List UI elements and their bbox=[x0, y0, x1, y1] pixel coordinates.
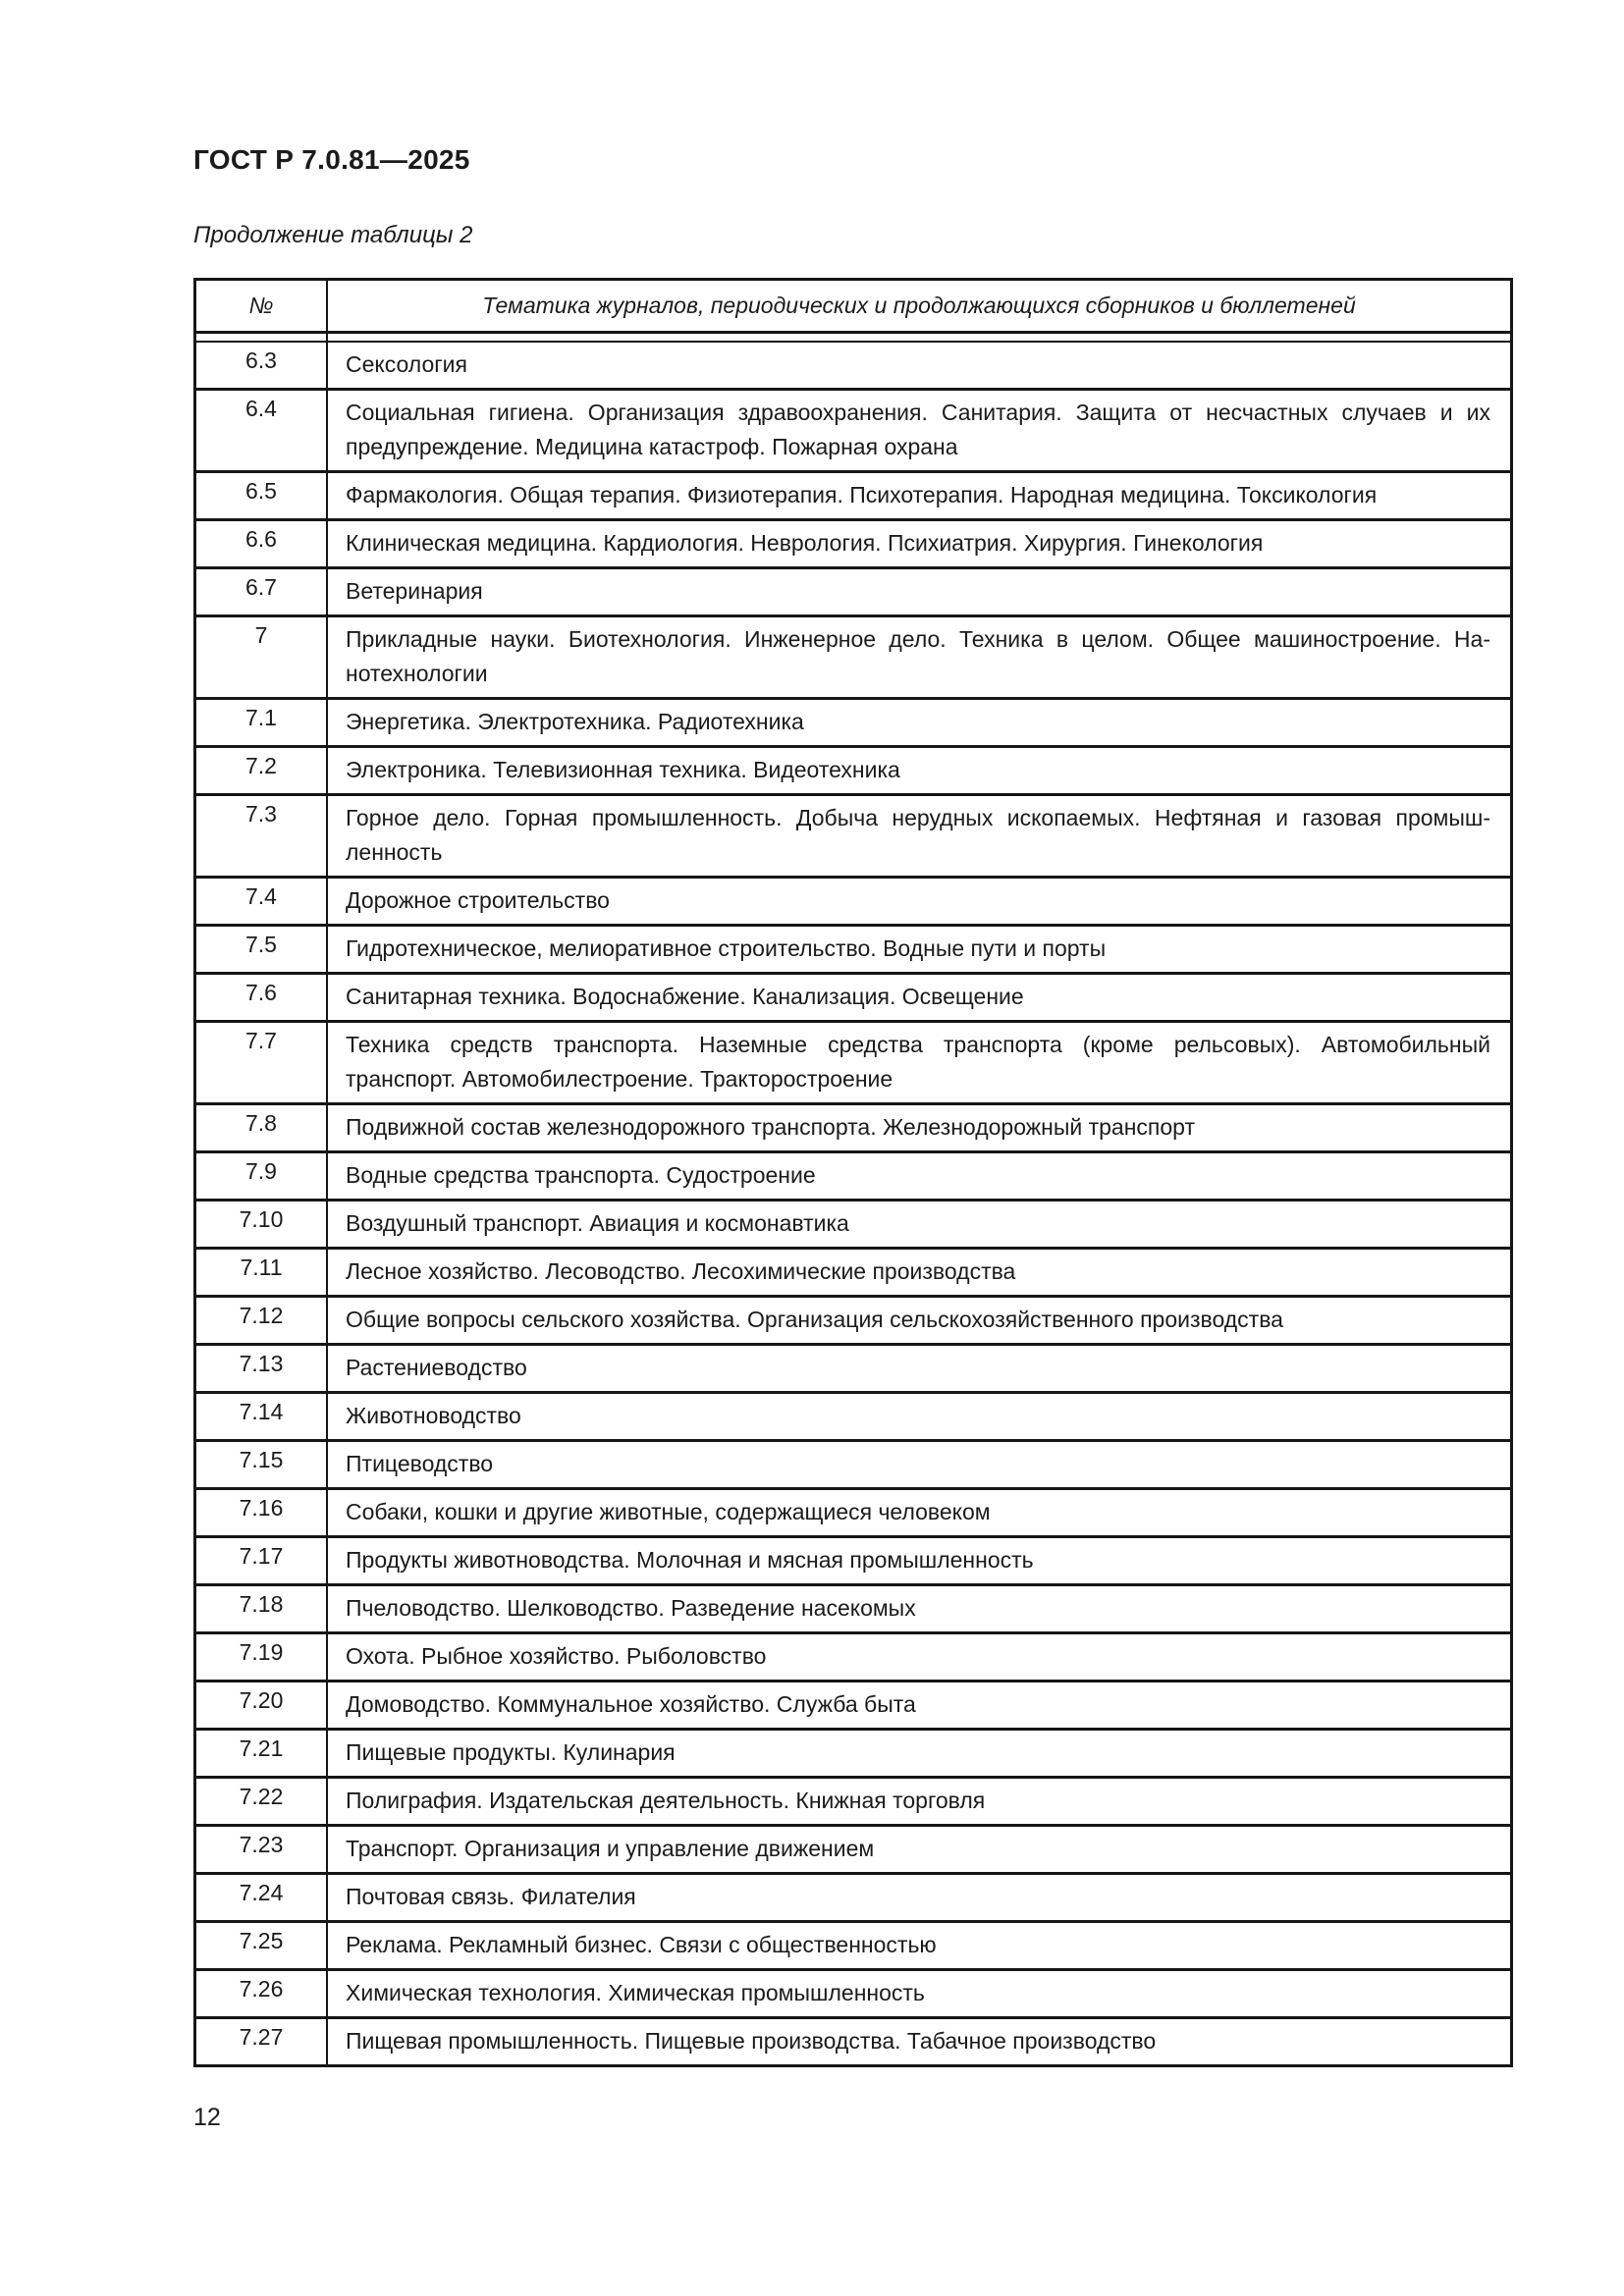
table-row bbox=[195, 1730, 1512, 1778]
row-theme-line: Почтовая связь. Филателия bbox=[346, 1884, 636, 1909]
table-row bbox=[195, 1970, 1512, 2018]
row-theme-cell bbox=[327, 1201, 1512, 1249]
row-theme-line: Прикладные науки. Биотехнология. Инженерное дело. Техника в целом. Общее машиностроение. На- bbox=[346, 626, 1490, 652]
table-body bbox=[195, 342, 1512, 2066]
row-theme-cell bbox=[327, 699, 1512, 747]
row-number-cell: 7.24 bbox=[195, 1874, 328, 1922]
row-number-cell: 7.27 bbox=[195, 2018, 328, 2066]
row-theme-cell bbox=[327, 1249, 1512, 1297]
row-theme-cell bbox=[327, 2018, 1512, 2066]
table-row bbox=[195, 974, 1512, 1022]
row-theme-cell bbox=[327, 1682, 1512, 1730]
row-theme-line: транспорт. Автомобилестроение. Тракторостроение bbox=[346, 1066, 893, 1092]
row-theme-line: Реклама. Рекламный бизнес. Связи с общественностью bbox=[346, 1932, 937, 1957]
row-theme-line: Воздушный транспорт. Авиация и космонавтика bbox=[346, 1210, 849, 1236]
row-theme-cell bbox=[327, 1874, 1512, 1922]
row-theme-cell bbox=[327, 1633, 1512, 1682]
table-header-row bbox=[195, 280, 1512, 333]
table-row bbox=[195, 1874, 1512, 1922]
table-row bbox=[195, 1778, 1512, 1826]
standard-designation: ГОСТ Р 7.0.81—2025 bbox=[193, 144, 470, 175]
table-row bbox=[195, 1489, 1512, 1537]
row-number-cell: 6.7 bbox=[195, 568, 328, 616]
row-theme-cell bbox=[327, 926, 1512, 974]
row-theme-cell bbox=[327, 747, 1512, 795]
table-row bbox=[195, 1201, 1512, 1249]
table-row bbox=[195, 1633, 1512, 1682]
row-number-cell: 7.11 bbox=[195, 1249, 328, 1297]
table-row bbox=[195, 2018, 1512, 2066]
row-theme-cell bbox=[327, 1585, 1512, 1633]
row-number-cell: 7.6 bbox=[195, 974, 328, 1022]
row-theme-line: Химическая технология. Химическая промышленность bbox=[346, 1980, 925, 2005]
row-theme-line: Пищевая промышленность. Пищевые производства. Табачное производство bbox=[346, 2028, 1157, 2054]
row-theme-line: Социальная гигиена. Организация здравоохранения. Санитария. Защита от несчастных случаев и их bbox=[346, 400, 1490, 425]
row-number-cell: 7.2 bbox=[195, 747, 328, 795]
row-number-cell: 6.6 bbox=[195, 520, 328, 568]
row-number-cell: 7 bbox=[195, 616, 328, 699]
row-theme-line: Пищевые продукты. Кулинария bbox=[346, 1739, 676, 1765]
row-theme-line: Фармакология. Общая терапия. Физиотерапия. Психотерапия. Народная медицина. Токсикология bbox=[346, 482, 1378, 507]
row-number-cell: 7.21 bbox=[195, 1730, 328, 1778]
row-number-cell: 7.20 bbox=[195, 1682, 328, 1730]
topics-table bbox=[193, 278, 1513, 2067]
row-number-cell: 7.17 bbox=[195, 1537, 328, 1585]
row-theme-cell bbox=[327, 568, 1512, 616]
header-separator-line bbox=[195, 333, 1512, 343]
table-row bbox=[195, 1393, 1512, 1441]
table-row bbox=[195, 472, 1512, 520]
row-theme-cell bbox=[327, 1778, 1512, 1826]
row-theme-line: Общие вопросы сельского хозяйства. Организация сельскохозяйственного производства bbox=[346, 1307, 1283, 1332]
row-number-cell: 7.3 bbox=[195, 795, 328, 878]
row-number-cell: 7.7 bbox=[195, 1022, 328, 1104]
row-theme-line: ленность bbox=[346, 839, 443, 865]
row-theme-line: Гидротехническое, мелиоративное строительство. Водные пути и порты bbox=[346, 935, 1107, 961]
row-number-cell: 6.5 bbox=[195, 472, 328, 520]
table-row bbox=[195, 926, 1512, 974]
table-row bbox=[195, 1022, 1512, 1104]
row-number-cell: 7.18 bbox=[195, 1585, 328, 1633]
row-theme-cell bbox=[327, 472, 1512, 520]
table-row bbox=[195, 390, 1512, 472]
row-theme-line: Животноводство bbox=[346, 1403, 521, 1428]
table-row bbox=[195, 1682, 1512, 1730]
row-theme-line: Энергетика. Электротехника. Радиотехника bbox=[346, 709, 804, 734]
row-theme-line: Домоводство. Коммунальное хозяйство. Служба быта bbox=[346, 1691, 916, 1717]
row-theme-cell bbox=[327, 974, 1512, 1022]
row-number-cell: 7.15 bbox=[195, 1441, 328, 1489]
row-theme-cell bbox=[327, 1152, 1512, 1201]
table-row bbox=[195, 1585, 1512, 1633]
table-row bbox=[195, 747, 1512, 795]
table-row bbox=[195, 520, 1512, 568]
row-number-cell: 7.14 bbox=[195, 1393, 328, 1441]
row-theme-line: Собаки, кошки и другие животные, содержащиеся человеком bbox=[346, 1499, 991, 1524]
table-row bbox=[195, 1152, 1512, 1201]
table-row bbox=[195, 699, 1512, 747]
row-number-cell: 7.5 bbox=[195, 926, 328, 974]
row-number-cell: 7.26 bbox=[195, 1970, 328, 2018]
row-number-cell: 7.1 bbox=[195, 699, 328, 747]
row-theme-cell bbox=[327, 1730, 1512, 1778]
row-theme-cell bbox=[327, 878, 1512, 926]
row-theme-line: Полиграфия. Издательская деятельность. Книжная торговля bbox=[346, 1788, 986, 1813]
table-row bbox=[195, 1297, 1512, 1345]
row-theme-cell bbox=[327, 1345, 1512, 1393]
table-continuation-caption: Продолжение таблицы 2 bbox=[193, 222, 473, 248]
table-row bbox=[195, 568, 1512, 616]
row-theme-line: Пчеловодство. Шелководство. Разведение насекомых bbox=[346, 1595, 916, 1621]
row-theme-line: Сексология bbox=[346, 351, 467, 377]
row-theme-cell bbox=[327, 1104, 1512, 1152]
row-theme-line: Горное дело. Горная промышленность. Добыча нерудных ископаемых. Нефтяная и газовая промыш- bbox=[346, 805, 1490, 830]
table-row bbox=[195, 1249, 1512, 1297]
column-header-theme: Тематика журналов, периодических и продолжающихся сборников и бюллетеней bbox=[327, 280, 1512, 333]
row-theme-line: нотехнологии bbox=[346, 661, 488, 686]
table-row bbox=[195, 616, 1512, 699]
table-row bbox=[195, 1441, 1512, 1489]
row-theme-cell bbox=[327, 795, 1512, 878]
table-row bbox=[195, 1345, 1512, 1393]
row-number-cell: 7.19 bbox=[195, 1633, 328, 1682]
row-number-cell: 7.13 bbox=[195, 1345, 328, 1393]
row-theme-cell bbox=[327, 390, 1512, 472]
row-theme-line: Охота. Рыбное хозяйство. Рыболовство bbox=[346, 1643, 767, 1669]
column-header-number: № bbox=[195, 280, 328, 333]
row-theme-line: Электроника. Телевизионная техника. Видеотехника bbox=[346, 757, 900, 782]
row-theme-cell bbox=[327, 1441, 1512, 1489]
row-theme-cell bbox=[327, 616, 1512, 699]
row-theme-cell bbox=[327, 1922, 1512, 1970]
row-theme-line: Водные средства транспорта. Судостроение bbox=[346, 1162, 816, 1188]
row-number-cell: 7.25 bbox=[195, 1922, 328, 1970]
row-number-cell: 7.16 bbox=[195, 1489, 328, 1537]
row-number-cell: 7.10 bbox=[195, 1201, 328, 1249]
page-number: 12 bbox=[193, 2104, 221, 2131]
row-theme-line: Транспорт. Организация и управление движением bbox=[346, 1836, 875, 1861]
row-theme-line: Клиническая медицина. Кардиология. Неврология. Психиатрия. Хирургия. Гинекология bbox=[346, 530, 1264, 556]
table-row bbox=[195, 1537, 1512, 1585]
row-theme-line: Растениеводство bbox=[346, 1355, 527, 1380]
row-theme-cell bbox=[327, 1537, 1512, 1585]
row-theme-cell bbox=[327, 342, 1512, 390]
table-row bbox=[195, 342, 1512, 390]
row-theme-cell bbox=[327, 1489, 1512, 1537]
row-theme-line: Птицеводство bbox=[346, 1451, 494, 1476]
row-number-cell: 7.4 bbox=[195, 878, 328, 926]
table-row bbox=[195, 1922, 1512, 1970]
row-number-cell: 7.9 bbox=[195, 1152, 328, 1201]
row-number-cell: 7.8 bbox=[195, 1104, 328, 1152]
row-theme-cell bbox=[327, 520, 1512, 568]
row-theme-cell bbox=[327, 1970, 1512, 2018]
row-theme-line: Ветеринария bbox=[346, 578, 483, 604]
row-theme-cell bbox=[327, 1826, 1512, 1874]
row-theme-line: предупреждение. Медицина катастроф. Пожарная охрана bbox=[346, 434, 958, 459]
row-theme-line: Санитарная техника. Водоснабжение. Канализация. Освещение bbox=[346, 984, 1024, 1009]
row-theme-cell bbox=[327, 1297, 1512, 1345]
row-number-cell: 6.3 bbox=[195, 342, 328, 390]
row-theme-cell bbox=[327, 1393, 1512, 1441]
table-row bbox=[195, 1104, 1512, 1152]
table-row bbox=[195, 795, 1512, 878]
row-number-cell: 7.23 bbox=[195, 1826, 328, 1874]
table-row bbox=[195, 878, 1512, 926]
row-theme-line: Дорожное строительство bbox=[346, 887, 610, 913]
row-theme-line: Лесное хозяйство. Лесоводство. Лесохимические производства bbox=[346, 1258, 1016, 1284]
row-theme-line: Техника средств транспорта. Наземные средства транспорта (кроме рельсовых). Автомобильный bbox=[346, 1032, 1490, 1057]
row-number-cell: 7.12 bbox=[195, 1297, 328, 1345]
row-theme-line: Подвижной состав железнодорожного транспорта. Железнодорожный транспорт bbox=[346, 1114, 1195, 1140]
table-row bbox=[195, 1826, 1512, 1874]
row-theme-cell bbox=[327, 1022, 1512, 1104]
row-number-cell: 6.4 bbox=[195, 390, 328, 472]
row-theme-line: Продукты животноводства. Молочная и мясная промышленность bbox=[346, 1547, 1034, 1573]
row-number-cell: 7.22 bbox=[195, 1778, 328, 1826]
